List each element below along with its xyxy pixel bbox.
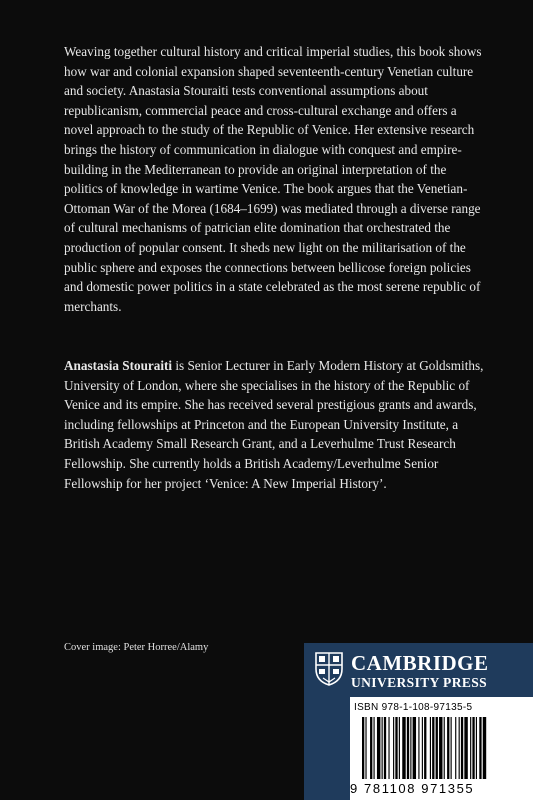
barcode-bar bbox=[461, 717, 463, 779]
barcode-bar bbox=[402, 717, 405, 779]
barcode-bar bbox=[470, 717, 471, 779]
barcode-bar bbox=[472, 717, 474, 779]
barcode-bar bbox=[476, 717, 477, 779]
barcode-bar bbox=[388, 717, 389, 779]
barcode-bar bbox=[410, 717, 411, 779]
isbn-label: ISBN 978-1-108-97135-5 bbox=[354, 702, 473, 713]
barcode-digits: 9 781108 971355 bbox=[350, 781, 475, 796]
author-name: Anastasia Stouraiti bbox=[64, 358, 173, 373]
barcode-bar bbox=[479, 717, 481, 779]
barcode-bar bbox=[447, 717, 449, 779]
barcode-bar bbox=[365, 717, 366, 779]
barcode-bar bbox=[422, 717, 423, 779]
publisher-block bbox=[304, 643, 533, 800]
barcode-bar bbox=[451, 717, 452, 779]
barcode-bar bbox=[459, 717, 460, 779]
barcode-bar bbox=[439, 717, 442, 779]
barcode-bar bbox=[483, 717, 486, 779]
barcode-bar bbox=[432, 717, 434, 779]
barcode-bar bbox=[430, 717, 431, 779]
author-bio-text: is Senior Lecturer in Early Modern History at Goldsmiths, University of London, where she specialises in the history of the Republic of Venice and its empire. She has received several prestigious grants and awards, including fellowships at Princeton and the European University Institute, a British Academy Small Research Grant, and a Leverhulme Trust Research Fellowship. She currently holds a British Academy/Leverhulme Senior Fellowship for her project ‘Venice: A New Imperial History’. bbox=[64, 358, 484, 491]
barcode-bar bbox=[407, 717, 409, 779]
university-crest-icon bbox=[314, 651, 344, 687]
barcode-bar bbox=[399, 717, 400, 779]
barcode-bar bbox=[436, 717, 438, 779]
barcode-bar bbox=[362, 717, 364, 779]
publisher-press: UNIVERSITY PRESS bbox=[351, 675, 488, 690]
barcode-bar bbox=[413, 717, 416, 779]
barcode-bar bbox=[455, 717, 456, 779]
barcode-bar bbox=[464, 717, 467, 779]
barcode-bar bbox=[374, 717, 375, 779]
back-cover-blurb: Weaving together cultural history and critical imperial studies, this book shows how war and colonial expansion shaped seventeenth-century Venetian culture and society. Anastasia Stouraiti tests conventional assumptions about republicanism, commercial peace and cross-cultural exchange and offers a novel approach to the study of the Republic of Venice. Her extensive research brings the history of communication in dialogue with conquest and empire-building in the Mediterranean to provide an original interpretation of the politics of knowledge in wartime Venice. The book argues that the Venetian-Ottoman War of the Morea (1684–1699) was mediated through a diverse range of cultural mechanisms of patrician elite domination that orchestrated the production of popular consent. It sheds new light on the militarisation of the public sphere and exposes the connections between bellicose foreign policies and domestic power politics in a state celebrated as the most serene republic of merchants. bbox=[64, 44, 482, 314]
barcode-bar bbox=[395, 717, 397, 779]
barcode-bar bbox=[444, 717, 445, 779]
barcode-bar bbox=[382, 717, 383, 779]
author-bio bbox=[64, 356, 484, 493]
barcode-bar bbox=[384, 717, 386, 779]
barcode-bar bbox=[393, 717, 394, 779]
barcode-icon bbox=[354, 717, 529, 781]
barcode-bar bbox=[377, 717, 380, 779]
barcode-bar bbox=[370, 717, 372, 779]
barcode-area bbox=[350, 697, 533, 800]
barcode-bar bbox=[418, 717, 419, 779]
cover-image-credit: Cover image: Peter Horree/Alamy bbox=[64, 642, 209, 653]
publisher-name: CAMBRIDGE bbox=[351, 651, 489, 675]
barcode-bar bbox=[424, 717, 426, 779]
